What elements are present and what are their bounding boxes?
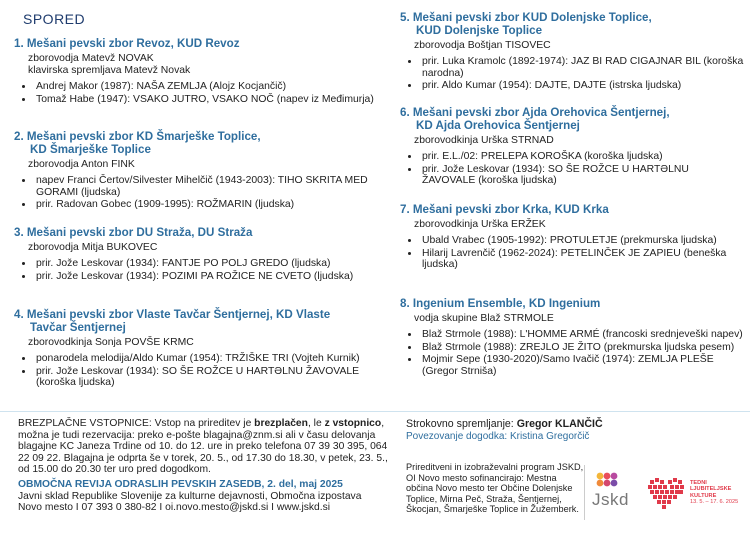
conductor: zborovodja Boštjan TISOVEC bbox=[414, 40, 551, 51]
choir-7 bbox=[400, 203, 745, 272]
culture-weeks-label: TEDNI LJUBITELJSKE KULTURE 13. 5. – 17. 6. 2025 bbox=[690, 480, 739, 506]
piece-list bbox=[14, 81, 384, 105]
piece: • Mojmir Sepe (1930-2020)/Samo Ivačič (1974): ZEMLJA PLEŠE (Gregor Strniša) bbox=[420, 354, 745, 377]
piece: • prir. Aldo Kumar (1954): DAJTE, DAJTE (istrska ljudska) bbox=[420, 80, 745, 92]
conductor: zborovodkinja Urška ERŽEK bbox=[414, 219, 546, 230]
piece: • prir. E.L./02: PRELEPA KOROŠKA (koroška ljudska) bbox=[420, 151, 745, 163]
piece: • Hilarij Lavrenčič (1962-2024): PETELINČEK JE ZAPIEU (beneška ljudska) bbox=[420, 248, 745, 271]
choir-6 bbox=[400, 106, 745, 188]
piece-list bbox=[14, 175, 384, 211]
host-credit: Povezovanje dogodka: Kristina Gregorčič bbox=[406, 430, 590, 442]
piece-list bbox=[14, 258, 384, 282]
expert-support: Strokovno spremljanje: Gregor KLANČIČ bbox=[406, 418, 603, 430]
jskd-wordmark: Jskd bbox=[592, 490, 629, 509]
piece: • Ubald Vrabec (1905-1992): PROTULETJE (prekmurska ljudska) bbox=[420, 235, 745, 247]
choir-title: 6. Mešani pevski zbor Ajda Orehovica Šentjernej, KD Ajda Orehovica Šentjernej bbox=[400, 106, 670, 132]
credits bbox=[406, 418, 736, 443]
choir-title: 7. Mešani pevski zbor Krka, KUD Krka bbox=[400, 203, 609, 216]
organizer-contact: Javni sklad Republike Slovenije za kulturne dejavnosti, Območna izpostava Novo mesto I 07 393 0 380-82 I oi.novo.mesto@jskd.si I www.jskd.si bbox=[18, 490, 362, 514]
choir-title: 1. Mešani pevski zbor Revoz, KUD Revoz bbox=[14, 37, 240, 50]
piece-list bbox=[400, 329, 745, 377]
program-heading: SPORED bbox=[23, 11, 86, 27]
footer-divider bbox=[0, 411, 750, 412]
piece: • prir. Jože Leskovar (1934): SO ŠE ROŽCE U HARTƏLNU ŽAVOVALE (koroška ljudska) bbox=[34, 366, 384, 389]
choir-title: 3. Mešani pevski zbor DU Straža, DU Straža bbox=[14, 226, 253, 239]
ticket-text: BREZPLAČNE VSTOPNICE: Vstop na prireditev je brezplačen, le z vstopnico, možna je tudi rezervacija: preko e-pošte blagajna@znm.si ali v času delovanja blagajne KC Janeza Trdine od 10. do 12. ure in preko telefona 07 39 30 395, 064 22 09 22. Blagajna je odprta še v torek, 20. 5., od 17.30 do 18.30, v petek, 23. 5., od 15.00 do 20.30 ter uro pred dogodkom. bbox=[18, 418, 388, 476]
choir-1 bbox=[14, 37, 384, 106]
conductor: zborovodja Anton FINK bbox=[28, 159, 135, 170]
sponsor-text: Prireditveni in izobraževalni program JSKD, OI Novo mesto sofinancirajo: Mestna občina Novo mesto ter Občine Dolenjske Toplice, Mirna Peč, Straža, Šentjernej, Škocjan, Šmarješke Toplice in Žužemberk. bbox=[406, 462, 584, 515]
revue-title: OBMOČNA REVIJA ODRASLIH PEVSKIH ZASEDB, 2. del, maj 2025 bbox=[18, 478, 343, 490]
conductor: zborovodja Mitja BUKOVEC bbox=[28, 242, 158, 253]
logo-divider bbox=[584, 465, 585, 520]
choir-title: 4. Mešani pevski zbor Vlaste Tavčar Šentjernej, KD Vlaste Tavčar Šentjernej bbox=[14, 308, 331, 334]
piece: • Blaž Strmole (1988): L'HOMME ARMÉ (francoski srednjeveški napev) bbox=[420, 329, 745, 341]
accompanist: klavirska spremljava Matevž Novak bbox=[28, 65, 191, 76]
piece: • Tomaž Habe (1947): VSAKO JUTRO, VSAKO NOČ (napev iz Međimurja) bbox=[34, 94, 384, 106]
piece-list bbox=[400, 151, 745, 187]
piece: • prir. Jože Leskovar (1934): FANTJE PO POLJ GREDO (ljudska) bbox=[34, 258, 384, 270]
piece: • prir. Luka Kramolc (1892-1974): JAZ BI RAD CIGAJNAR BIL (koroška narodna) bbox=[420, 56, 745, 79]
piece-list bbox=[400, 56, 745, 92]
heart-logo-icon bbox=[646, 476, 686, 512]
conductor: vodja skupine Blaž STRMOLE bbox=[414, 313, 554, 324]
conductor: zborovodkinja Urška STRNAD bbox=[414, 135, 554, 146]
piece: • napev Franci Čertov/Silvester Mihelčič (1943-2003): TIHO SKRITA MED GORAMI (ljudska) bbox=[34, 175, 384, 198]
piece: • ponarodela melodija/Aldo Kumar (1954): TRŽIŠKE TRI (Vojteh Kurnik) bbox=[34, 353, 384, 365]
choir-title: 8. Ingenium Ensemble, KD Ingenium bbox=[400, 297, 601, 310]
choir-3 bbox=[14, 226, 384, 283]
conductor: zborovodkinja Sonja POVŠE KRMC bbox=[28, 337, 194, 348]
piece: • Andrej Makor (1987): NAŠA ZEMLJA (Alojz Kocjančič) bbox=[34, 81, 384, 93]
choir-title: 5. Mešani pevski zbor KUD Dolenjske Toplice, KUD Dolenjske Toplice bbox=[400, 11, 652, 37]
piece: • Blaž Strmole (1988): ZREJLO JE ŽITO (prekmurska ljudska pesem) bbox=[420, 342, 745, 354]
piece-list bbox=[400, 235, 745, 271]
piece: • prir. Jože Leskovar (1934): SO ŠE ROŽCE U HARTƏLNU ŽAVOVALE (koroška ljudska) bbox=[420, 164, 745, 187]
choir-title: 2. Mešani pevski zbor KD Šmarješke Toplice, KD Šmarješke Toplice bbox=[14, 130, 261, 156]
ticket-info bbox=[18, 418, 388, 514]
piece: • prir. Radovan Gobec (1909-1995): ROŽMARIN (ljudska) bbox=[34, 199, 384, 211]
choir-4 bbox=[14, 308, 384, 390]
choir-8 bbox=[400, 297, 745, 378]
choir-2 bbox=[14, 130, 384, 212]
conductor: zborovodja Matevž NOVAK bbox=[28, 53, 154, 64]
choir-5 bbox=[400, 11, 745, 93]
piece: • prir. Jože Leskovar (1934): POZIMI PA ROŽICE NE CVETO (ljudska) bbox=[34, 271, 384, 283]
piece-list bbox=[14, 353, 384, 389]
